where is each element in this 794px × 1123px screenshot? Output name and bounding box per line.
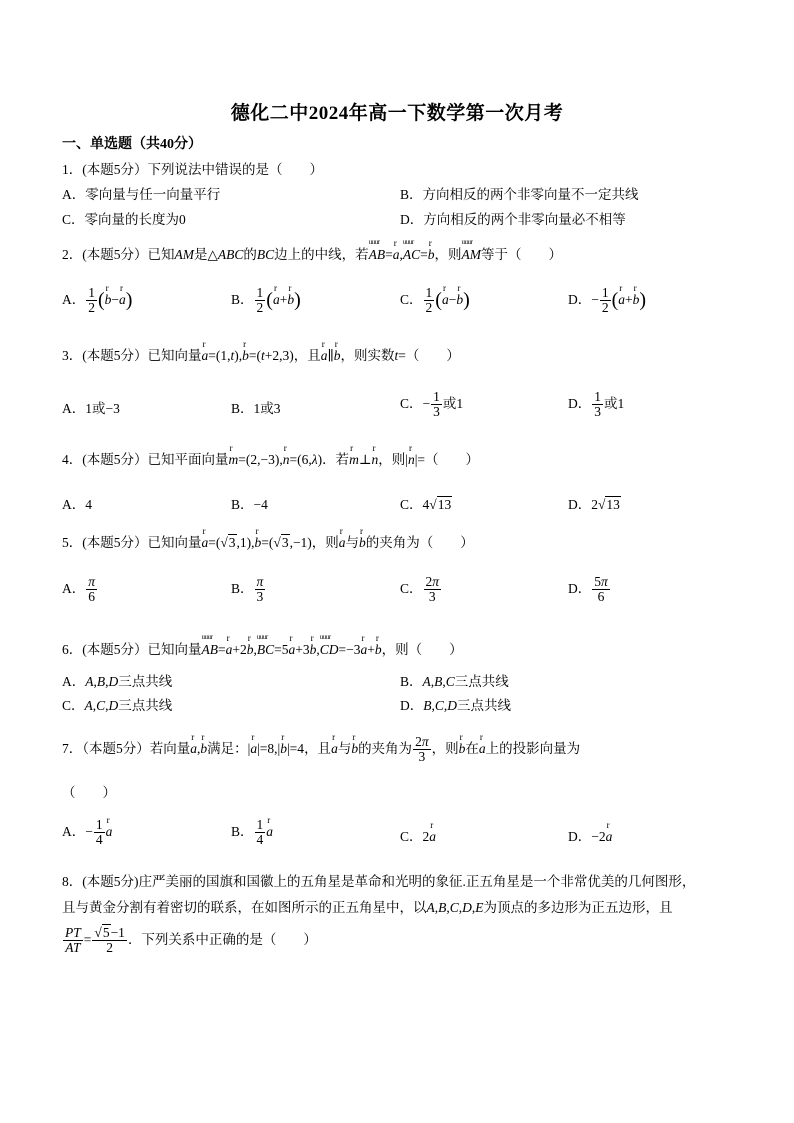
q1-option-d: D．方向相反的两个非零向量必不相等 (400, 212, 626, 227)
q5-option-b: B． $\frac{\pi}{3}$ (231, 574, 264, 605)
q1-option-b: B．方向相反的两个非零向量不一定共线 (400, 187, 639, 202)
question-8-line-3: $\frac{PT}{AT}$ = $\frac{√5-1}{2}$ ．下列关系中正确的是（ ） (65, 925, 317, 956)
q7-option-b: B． $\frac{1}{4}$ r a (231, 818, 273, 847)
question-3-stem: 3．(本题5分）已知向量r a=(1,t),r b=(t+2,3)，且r a∥r b，则实数t=（ ） (62, 344, 460, 364)
question-5-stem: 5．(本题5分）已知向量r a=(√3,1),r b=(√3,−1)，则r a与r b的夹角为（ ） (62, 531, 474, 551)
q5-option-c: C． $\frac{2\pi}{3}$ (400, 574, 440, 605)
q3-option-a: A．1或−3 (62, 401, 120, 416)
page-title: 德化二中2024年高一下数学第一次月考 (230, 103, 564, 124)
q3-option-b: B．1或3 (231, 401, 281, 416)
q6-option-c: C．A,C,D三点共线 (62, 698, 173, 713)
q4-option-d: D．2√13 (568, 497, 620, 512)
question-2-stem: 2．(本题5分）已知AM是△ABC的BC边上的中线，若uuur AB=r a,uuur AC=r b，则uuur AM等于（ ） (62, 243, 562, 263)
q5-option-d: D． $\frac{5\pi}{6}$ (568, 574, 608, 605)
question-8-line-1: 8．(本题5分)庄严美丽的国旗和国徽上的五角星是革命和光明的象征.正五角星是一个非常优美的几何图形， (62, 874, 696, 889)
q1-option-c: C．零向量的长度为0 (62, 212, 186, 227)
q6-option-b: B．A,B,C三点共线 (400, 674, 509, 689)
q2-option-d: D．− $\frac{1}{2}$ (r a+r b) (568, 286, 646, 315)
question-7-stem: 7．（本题5分）若向量r a,r b满足：|r a|=8,|r b|=4，且r a与r b的夹角为 $\frac{2\pi}{3}$ ，则r b在r a上的投影向量为 (62, 735, 580, 764)
question-6-stem: 6．(本题5分）已知向量uuur AB=r a+2r b,uuur BC=5r a+3r b,uuur CD=−3r a+r b，则（ ） (62, 638, 463, 658)
q7-option-d: D．−2r a (568, 825, 612, 845)
q1-option-a: A．零向量与任一向量平行 (62, 187, 221, 202)
q6-option-d: D．B,C,D三点共线 (400, 698, 512, 713)
question-1-stem: 1．(本题5分）下列说法中错误的是（ ） (62, 162, 323, 177)
q4-option-a: A．4 (62, 497, 92, 512)
q3-option-c: C．− $\frac{1}{3}$ 或1 (400, 389, 464, 420)
q7-option-a: A．− $\frac{1}{4}$ r a (62, 818, 112, 847)
q5-option-a: A． $\frac{\pi}{6}$ (62, 574, 96, 605)
q2-option-a: A． $\frac{1}{2}$ (r b−r a) (62, 286, 132, 315)
q2-option-b: B． $\frac{1}{2}$ (r a+r b) (231, 286, 301, 315)
q4-option-c: C．4√13 (400, 497, 452, 512)
section-heading: 一、单选题（共40分） (62, 137, 202, 152)
question-4-stem: 4．(本题5分）已知平面向量r m=(2,−3),r n=(6,λ)．若r m⊥r n，则|r n|=（ ） (62, 448, 479, 468)
q6-option-a: A．A,B,D三点共线 (62, 674, 173, 689)
q7-option-c: C．2r a (400, 825, 436, 845)
question-7-paren: （ ） (62, 785, 116, 800)
q2-option-c: C． $\frac{1}{2}$ (r a−r b) (400, 286, 470, 315)
q3-option-d: D． $\frac{1}{3}$ 或1 (568, 389, 625, 420)
question-8-line-2: 且与黄金分割有着密切的联系，在如图所示的正五角星中，以A,B,C,D,E为顶点的多边形为正五边形，且 (62, 900, 673, 915)
q4-option-b: B．−4 (231, 497, 268, 512)
